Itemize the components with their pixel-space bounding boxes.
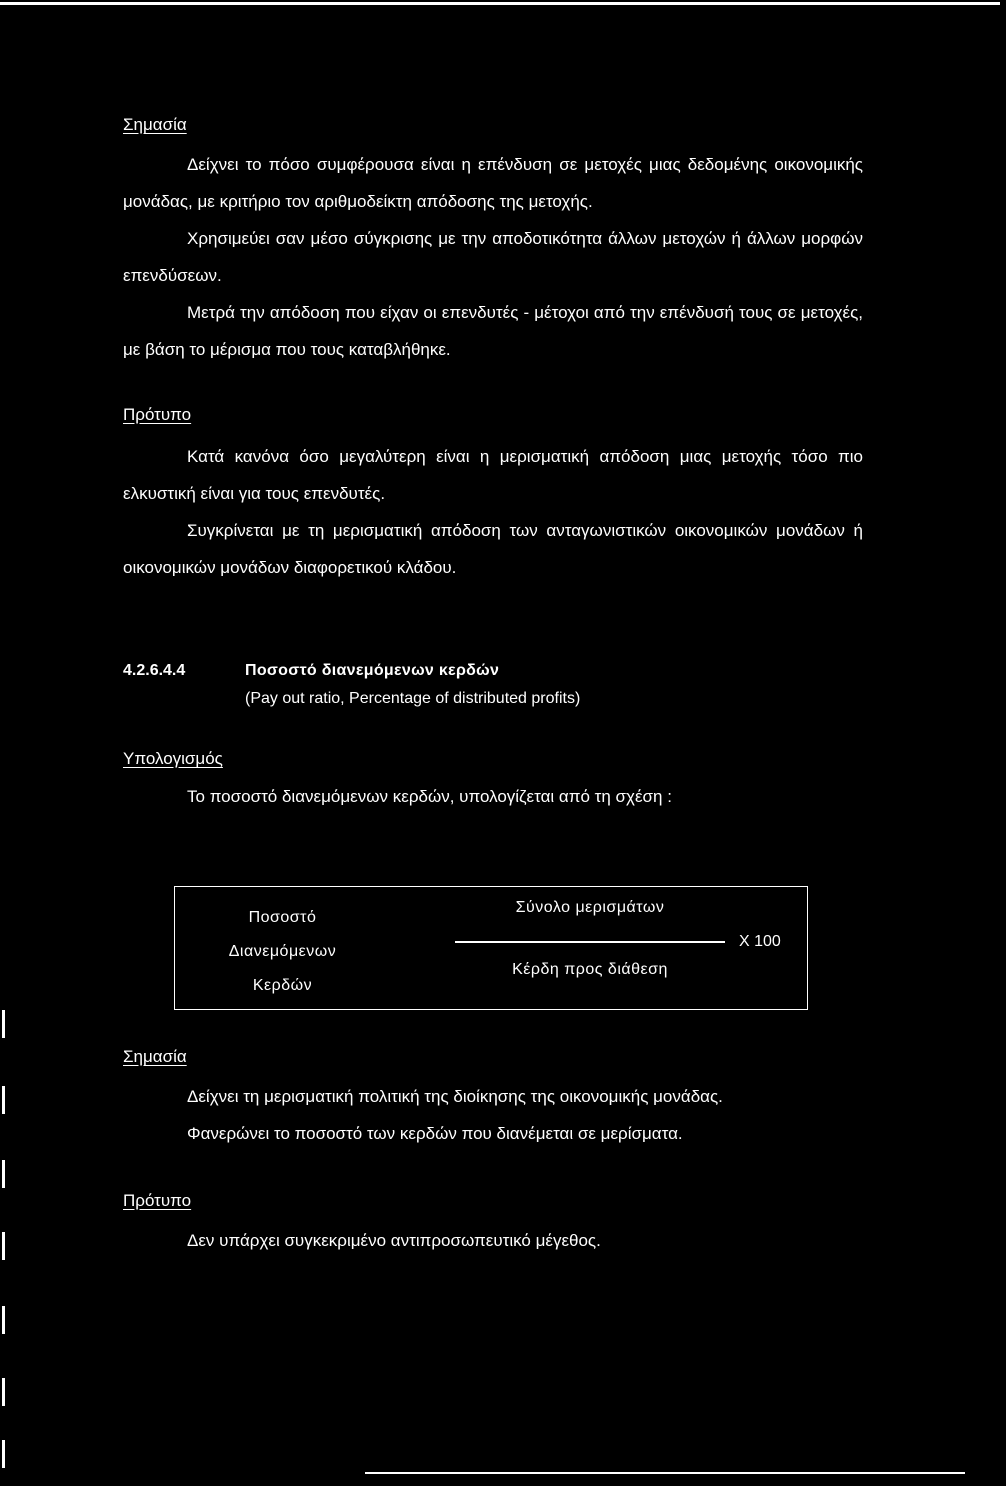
formula-box (174, 886, 808, 1010)
paragraph-continuation: τόσο πιο ελκυστική είναι για τους επενδυτές. (123, 447, 863, 503)
section-name: Ποσοστό διανεμόμενων κερδών (245, 662, 500, 679)
paragraph (123, 294, 863, 368)
section-title-block (123, 662, 863, 708)
section-title (123, 662, 863, 680)
paragraph (123, 1078, 863, 1115)
paragraph (123, 1115, 863, 1152)
scan-mark (2, 1378, 5, 1406)
paragraph-continuation: άλλων μορφών επενδύσεων. (123, 229, 863, 285)
paragraph-line: Φανερώνει το ποσοστό των κερδών που διανέμεται σε μερίσματα. (187, 1124, 683, 1143)
scan-mark (2, 1010, 5, 1038)
paragraph-first-line: Δείχνει το πόσο συμφέρουσα είναι η επένδυση σε μετοχές μιας (187, 155, 681, 174)
paragraph-continuation: δεδομένης οικονομικής μονάδας, με κριτήριο τον αριθμοδείκτη απόδοσης της μετοχής. (123, 155, 863, 211)
paragraph (123, 146, 863, 220)
formula-denominator: Κέρδη προς διάθεση (512, 961, 668, 978)
scan-mark (2, 1440, 5, 1468)
fraction-line (455, 941, 725, 943)
section-heading-standard: Πρότυπο (123, 405, 192, 424)
section-subtitle: (Pay out ratio, Percentage of distributed profits) (245, 690, 581, 707)
section-heading-significance: Σημασία (123, 115, 187, 134)
scan-mark (2, 1086, 5, 1114)
paragraph (123, 438, 863, 512)
paragraph (123, 1222, 863, 1259)
paragraph-first-line: Συγκρίνεται με τη μερισματική απόδοση των ανταγωνιστικών (187, 521, 667, 540)
paragraph-first-line: Κατά κανόνα όσο μεγαλύτερη είναι η μερισματική απόδοση μιας μετοχής (187, 447, 782, 466)
formula-left-line: Κερδών (252, 977, 313, 994)
bottom-rule (365, 1472, 965, 1474)
paragraph (123, 512, 863, 586)
scan-mark (2, 1160, 5, 1188)
paragraph-first-line: Χρησιμεύει σαν μέσο σύγκρισης με την αποδοτικότητα άλλων μετοχών ή (187, 229, 741, 248)
paragraph-continuation: οικονομικών μονάδων ή οικονομικών μονάδων διαφορετικού κλάδου. (123, 521, 863, 577)
paragraph-continuation: τους σε μετοχές, με βάση το μέρισμα που τους καταβλήθηκε. (123, 303, 863, 359)
formula-left-line: Ποσοστό (248, 909, 317, 926)
formula-left-line: Διανεμόμενων (228, 943, 337, 960)
formula-multiplier: Χ 100 (739, 933, 781, 950)
paragraph (123, 778, 863, 815)
top-rule (0, 2, 1000, 5)
calculation-text: Το ποσοστό διανεμόμενων κερδών, υπολογίζεται από τη σχέση : (187, 787, 672, 806)
scan-mark (2, 1306, 5, 1334)
document-body (123, 108, 863, 815)
section-heading-standard: Πρότυπο (123, 1191, 192, 1210)
lower-sections (123, 1040, 863, 1259)
paragraph-line: Δείχνει τη μερισματική πολιτική της διοίκησης της οικονομικής μονάδας. (187, 1087, 723, 1106)
formula-numerator: Σύνολο μερισμάτων (515, 899, 665, 916)
section-number: 4.2.6.4.4 (123, 662, 186, 679)
formula-left-label (195, 901, 370, 1003)
paragraph-first-line: Μετρά την απόδοση που είχαν οι επενδυτές - μέτοχοι από την επένδυσή (187, 303, 734, 322)
scan-mark (2, 1232, 5, 1260)
section-heading-calculation: Υπολογισμός (123, 749, 223, 768)
paragraph (123, 220, 863, 294)
paragraph-line: Δεν υπάρχει συγκεκριμένο αντιπροσωπευτικό μέγεθος. (187, 1231, 601, 1250)
section-heading-significance: Σημασία (123, 1047, 187, 1066)
